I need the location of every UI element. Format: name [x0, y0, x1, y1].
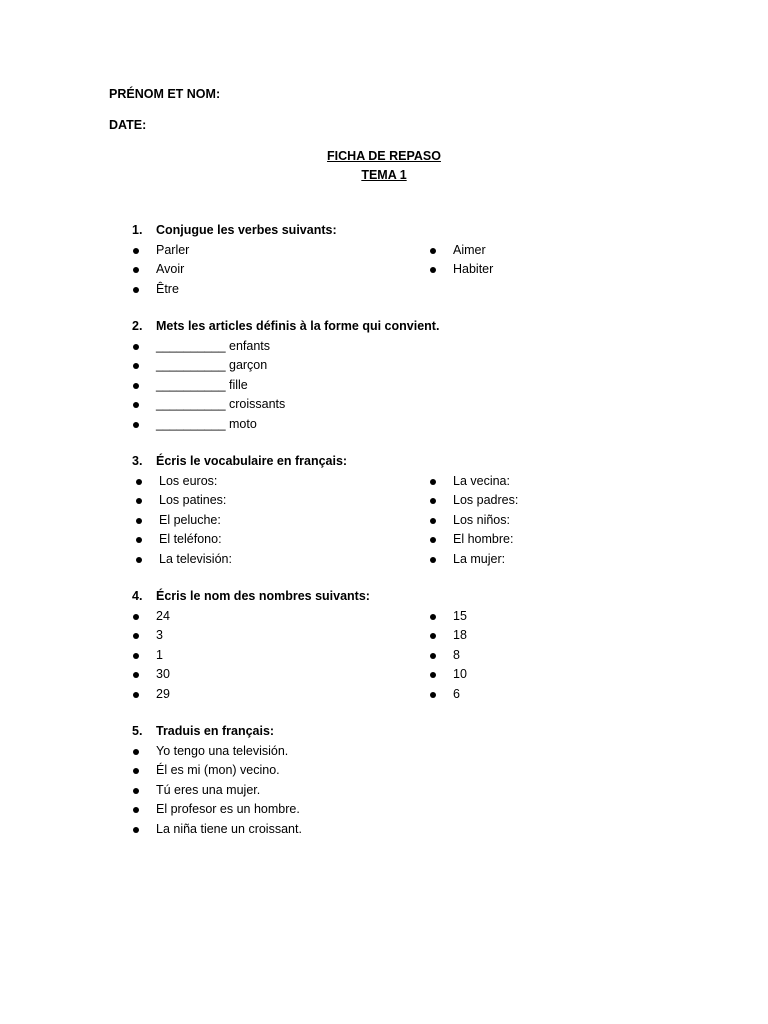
exercise-prompt: Traduis en français:	[156, 724, 275, 738]
bullet-icon	[133, 363, 139, 369]
list-item: 3	[156, 628, 163, 642]
list-item: La vecina:	[453, 473, 510, 488]
exercise-number: 4.	[132, 589, 143, 603]
list-item: 6	[453, 686, 460, 701]
list-item: Los niños:	[453, 512, 510, 527]
exercise-number: 2.	[132, 319, 143, 333]
exercise-prompt: Conjugue les verbes suivants:	[156, 223, 337, 237]
list-item: 29	[156, 686, 170, 701]
bullet-icon	[136, 518, 142, 524]
list-item: 8	[453, 647, 460, 662]
bullet-icon	[136, 557, 142, 563]
list-item: Yo tengo una televisión.	[156, 743, 289, 758]
list-item: 1	[156, 647, 163, 662]
list-item: 24	[156, 608, 170, 623]
exercise-prompt: Mets les articles définis à la forme qui convient.	[156, 319, 440, 333]
bullet-icon	[133, 633, 139, 639]
bullet-icon	[430, 248, 436, 254]
list-item: __________ fille	[156, 377, 248, 392]
list-item: __________ moto	[156, 416, 257, 431]
exercise-number: 3.	[132, 454, 143, 468]
bullet-icon	[430, 267, 436, 273]
bullet-icon	[133, 287, 139, 293]
list-item: Los padres:	[453, 493, 519, 507]
bullet-icon	[430, 692, 436, 698]
list-item: La mujer:	[453, 551, 506, 566]
exercise-prompt: Écris le vocabulaire en français:	[156, 454, 348, 468]
date-label: DATE:	[109, 118, 147, 132]
bullet-icon	[430, 557, 436, 563]
bullet-icon	[133, 614, 139, 620]
list-item: Él es mi (mon) vecino.	[156, 763, 280, 777]
exercise-number: 5.	[132, 724, 143, 738]
list-item: Los patines:	[159, 493, 227, 507]
bullet-icon	[430, 479, 436, 485]
worksheet-title: FICHA DE REPASO	[327, 149, 441, 163]
list-item: 15	[453, 608, 467, 623]
bullet-icon	[136, 537, 142, 543]
bullet-icon	[430, 498, 436, 504]
exercise-5	[0, 724, 768, 844]
bullet-icon	[430, 633, 436, 639]
bullet-icon	[133, 768, 139, 774]
bullet-icon	[133, 692, 139, 698]
bullet-icon	[133, 653, 139, 659]
list-item: __________ enfants	[156, 338, 270, 353]
list-item: El peluche:	[159, 512, 221, 527]
bullet-icon	[133, 672, 139, 678]
bullet-icon	[133, 344, 139, 350]
bullet-icon	[133, 807, 139, 813]
bullet-icon	[430, 653, 436, 659]
bullet-icon	[133, 422, 139, 428]
list-item: Los euros:	[159, 473, 218, 488]
list-item: Tú eres una mujer.	[156, 782, 261, 797]
list-item: Habiter	[453, 262, 494, 276]
bullet-icon	[133, 267, 139, 273]
list-item: 30	[156, 667, 170, 681]
exercise-3	[0, 454, 768, 574]
bullet-icon	[133, 383, 139, 389]
list-item: El hombre:	[453, 532, 514, 546]
list-item: El profesor es un hombre.	[156, 802, 300, 816]
list-item: Parler	[156, 242, 190, 257]
bullet-icon	[133, 248, 139, 254]
exercise-number: 1.	[132, 223, 143, 237]
bullet-icon	[133, 749, 139, 755]
list-item: 18	[453, 628, 467, 642]
list-item: Avoir	[156, 262, 185, 276]
bullet-icon	[136, 479, 142, 485]
list-item: __________ croissants	[156, 397, 286, 411]
bullet-icon	[430, 672, 436, 678]
bullet-icon	[133, 827, 139, 833]
list-item: 10	[453, 667, 467, 681]
list-item: El teléfono:	[159, 532, 222, 546]
list-item: Être	[156, 281, 179, 296]
exercise-2	[0, 319, 768, 439]
bullet-icon	[430, 614, 436, 620]
list-item: Aimer	[453, 242, 486, 257]
bullet-icon	[430, 537, 436, 543]
bullet-icon	[133, 788, 139, 794]
list-item: La televisión:	[159, 551, 232, 566]
exercise-4	[0, 589, 768, 709]
name-label: PRÉNOM ET NOM:	[109, 87, 221, 101]
bullet-icon	[133, 402, 139, 408]
bullet-icon	[430, 518, 436, 524]
exercise-prompt: Écris le nom des nombres suivants:	[156, 589, 370, 603]
list-item: __________ garçon	[156, 358, 268, 372]
bullet-icon	[136, 498, 142, 504]
worksheet-subtitle: TEMA 1	[361, 168, 407, 182]
list-item: La niña tiene un croissant.	[156, 821, 302, 836]
